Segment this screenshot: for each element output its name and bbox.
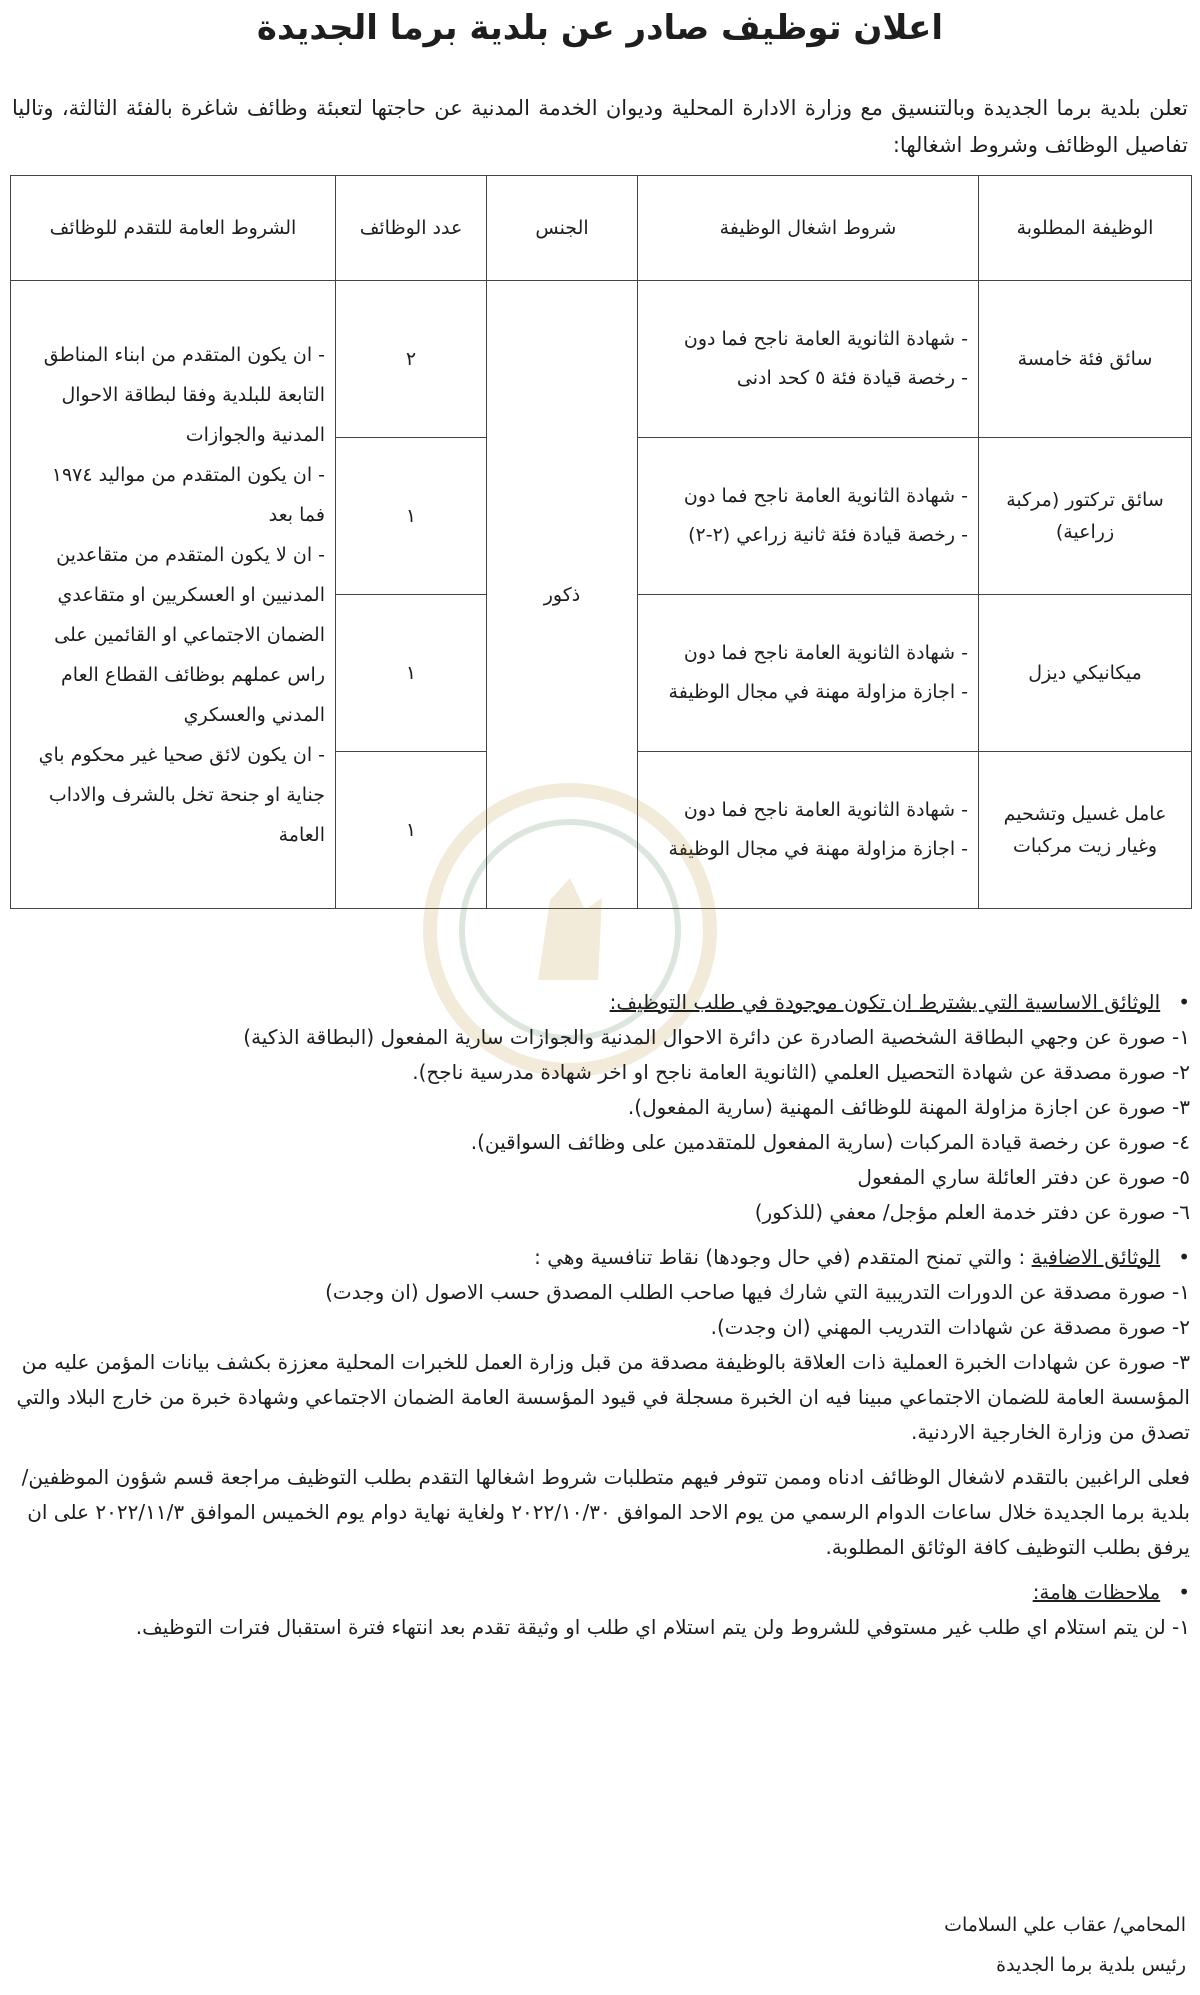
job-title: عامل غسيل وتشحيم وغيار زيت مركبات (979, 752, 1192, 909)
job-title: ميكانيكي ديزل (979, 595, 1192, 752)
header-gender: الجنس (487, 176, 638, 281)
signatory-position: رئيس بلدية برما الجديدة (996, 1954, 1186, 1976)
general-condition: - ان يكون المتقدم من مواليد ١٩٧٤ فما بعد (51, 463, 325, 526)
list-item: ١- لن يتم استلام اي طلب غير مستوفي للشروط ولن يتم استلام اي طلب او وثيقة تقدم بعد انتهاء فترة استقبال فترات التوظيف. (135, 1615, 1190, 1639)
job-conditions (638, 281, 979, 438)
job-conditions (638, 595, 979, 752)
condition-line: - رخصة قيادة فئة ثانية زراعي (٢-٢) (688, 524, 968, 546)
list-item: ٢- صورة مصدقة عن شهادة التحصيل العلمي (الثانوية العامة ناجح او اخر شهادة مدرسية ناجح). (412, 1060, 1190, 1084)
list-item: ١- صورة عن وجهي البطاقة الشخصية الصادرة عن دائرة الاحوال المدنية والجوازات سارية المفعول (البطاقة الذكية) (243, 1025, 1190, 1049)
header-count: عدد الوظائف (336, 176, 487, 281)
list-item: ٦- صورة عن دفتر خدمة العلم مؤجل/ معفي (للذكور) (754, 1200, 1190, 1224)
job-title: سائق فئة خامسة (979, 281, 1192, 438)
condition-line: - شهادة الثانوية العامة ناجح فما دون (683, 328, 968, 350)
job-count: ١ (336, 752, 487, 909)
job-conditions (638, 752, 979, 909)
signature-block (944, 1905, 1186, 1985)
list-item: ١- صورة مصدقة عن الدورات التدريبية التي شارك فيها صاحب الطلب المصدق حسب الاصول (ان وجدت) (325, 1280, 1190, 1304)
general-condition: - ان لا يكون المتقدم من متقاعدين المدنيين او العسكريين او متقاعدي الضمان الاجتماعي او القائمين على راس عملهم بوظائف القطاع العام المدني والعسكري (54, 543, 325, 726)
header-general-conditions: الشروط العامة للتقدم للوظائف (11, 176, 336, 281)
condition-line: - رخصة قيادة فئة ٥ كحد ادنى (736, 367, 968, 389)
signatory-name: المحامي/ عقاب علي السلامات (944, 1914, 1186, 1936)
table-header-row (11, 176, 1192, 281)
general-conditions-cell (11, 281, 336, 909)
gender-cell: ذكور (487, 281, 638, 909)
list-item: ٤- صورة عن رخصة قيادة المركبات (سارية المفعول للمتقدمين على وظائف السواقين). (470, 1130, 1190, 1154)
bullet-icon: • (1178, 1580, 1190, 1604)
bullet-icon: • (1178, 990, 1190, 1014)
job-conditions (638, 438, 979, 595)
required-docs-heading: •الوثائق الاساسية التي يشترط ان تكون موجودة في طلب التوظيف: (10, 985, 1190, 1020)
condition-line: - شهادة الثانوية العامة ناجح فما دون (683, 799, 968, 821)
header-conditions: شروط اشغال الوظيفة (638, 176, 979, 281)
job-count: ١ (336, 595, 487, 752)
table-row (11, 281, 1192, 438)
jobs-table (10, 175, 1192, 909)
condition-line: - شهادة الثانوية العامة ناجح فما دون (683, 485, 968, 507)
job-title: سائق تركتور (مركبة زراعية) (979, 438, 1192, 595)
header-job: الوظيفة المطلوبة (979, 176, 1192, 281)
intro-paragraph: تعلن بلدية برما الجديدة وبالتنسيق مع وزارة الادارة المحلية وديوان الخدمة المدنية عن حاجتها لتعبئة وظائف شاغرة بالفئة الثالثة، وتاليا تفاصيل الوظائف وشروط اشغالها: (12, 96, 1188, 157)
job-count: ١ (336, 438, 487, 595)
general-condition: - ان يكون لائق صحيا غير محكوم باي جناية او جنحة تخل بالشرف والاداب العامة (38, 743, 325, 846)
additional-docs-heading: •الوثائق الاضافية : والتي تمنح المتقدم (في حال وجودها) نقاط تنافسية وهي : (10, 1240, 1190, 1275)
list-item: ٣- صورة عن شهادات الخبرة العملية ذات العلاقة بالوظيفة مصدقة من قبل وزارة العمل للخبرات المحلية معززة بكشف بيانات المؤمن عليه من المؤسسة العامة للضمان الاجتماعي مبينا فيه ان الخبرة مسجلة في قيود المؤسسة العامة الضمان الاجتماعي وشهادة خبرة من خارج البلاد والتي تصدق من وزارة الخارجية الاردنية. (16, 1350, 1190, 1444)
list-item: ٣- صورة عن اجازة مزاولة المهنة للوظائف المهنية (سارية المفعول). (627, 1095, 1190, 1119)
condition-line: - اجازة مزاولة مهنة في مجال الوظيفة (668, 838, 968, 860)
condition-line: - اجازة مزاولة مهنة في مجال الوظيفة (668, 681, 968, 703)
application-paragraph: فعلى الراغبين بالتقدم لاشغال الوظائف ادناه وممن تتوفر فيهم متطلبات شروط اشغالها التقدم بطلب التوظيف مراجعة قسم شؤون الموظفين/ بلدية برما الجديدة خلال ساعات الدوام الرسمي من يوم الاحد الموافق ٢٠٢٢/١٠/٣٠ ولغاية نهاية دوام يوم الخميس الموافق ٢٠٢٢/١١/٣ على ان يرفق بطلب التوظيف كافة الوثائق المطلوبة. (21, 1465, 1190, 1559)
condition-line: - شهادة الثانوية العامة ناجح فما دون (683, 642, 968, 664)
general-condition: - ان يكون المتقدم من ابناء المناطق التابعة للبلدية وفقا لبطاقة الاحوال المدنية والجوازات (43, 343, 325, 446)
job-count: ٢ (336, 281, 487, 438)
list-item: ٥- صورة عن دفتر العائلة ساري المفعول (857, 1165, 1190, 1189)
documents-section (10, 985, 1190, 1645)
announcement-title: اعلان توظيف صادر عن بلدية برما الجديدة (256, 8, 944, 48)
notes-heading: •ملاحظات هامة: (10, 1575, 1190, 1610)
bullet-icon: • (1178, 1245, 1190, 1269)
list-item: ٢- صورة مصدقة عن شهادات التدريب المهني (ان وجدت). (710, 1315, 1190, 1339)
